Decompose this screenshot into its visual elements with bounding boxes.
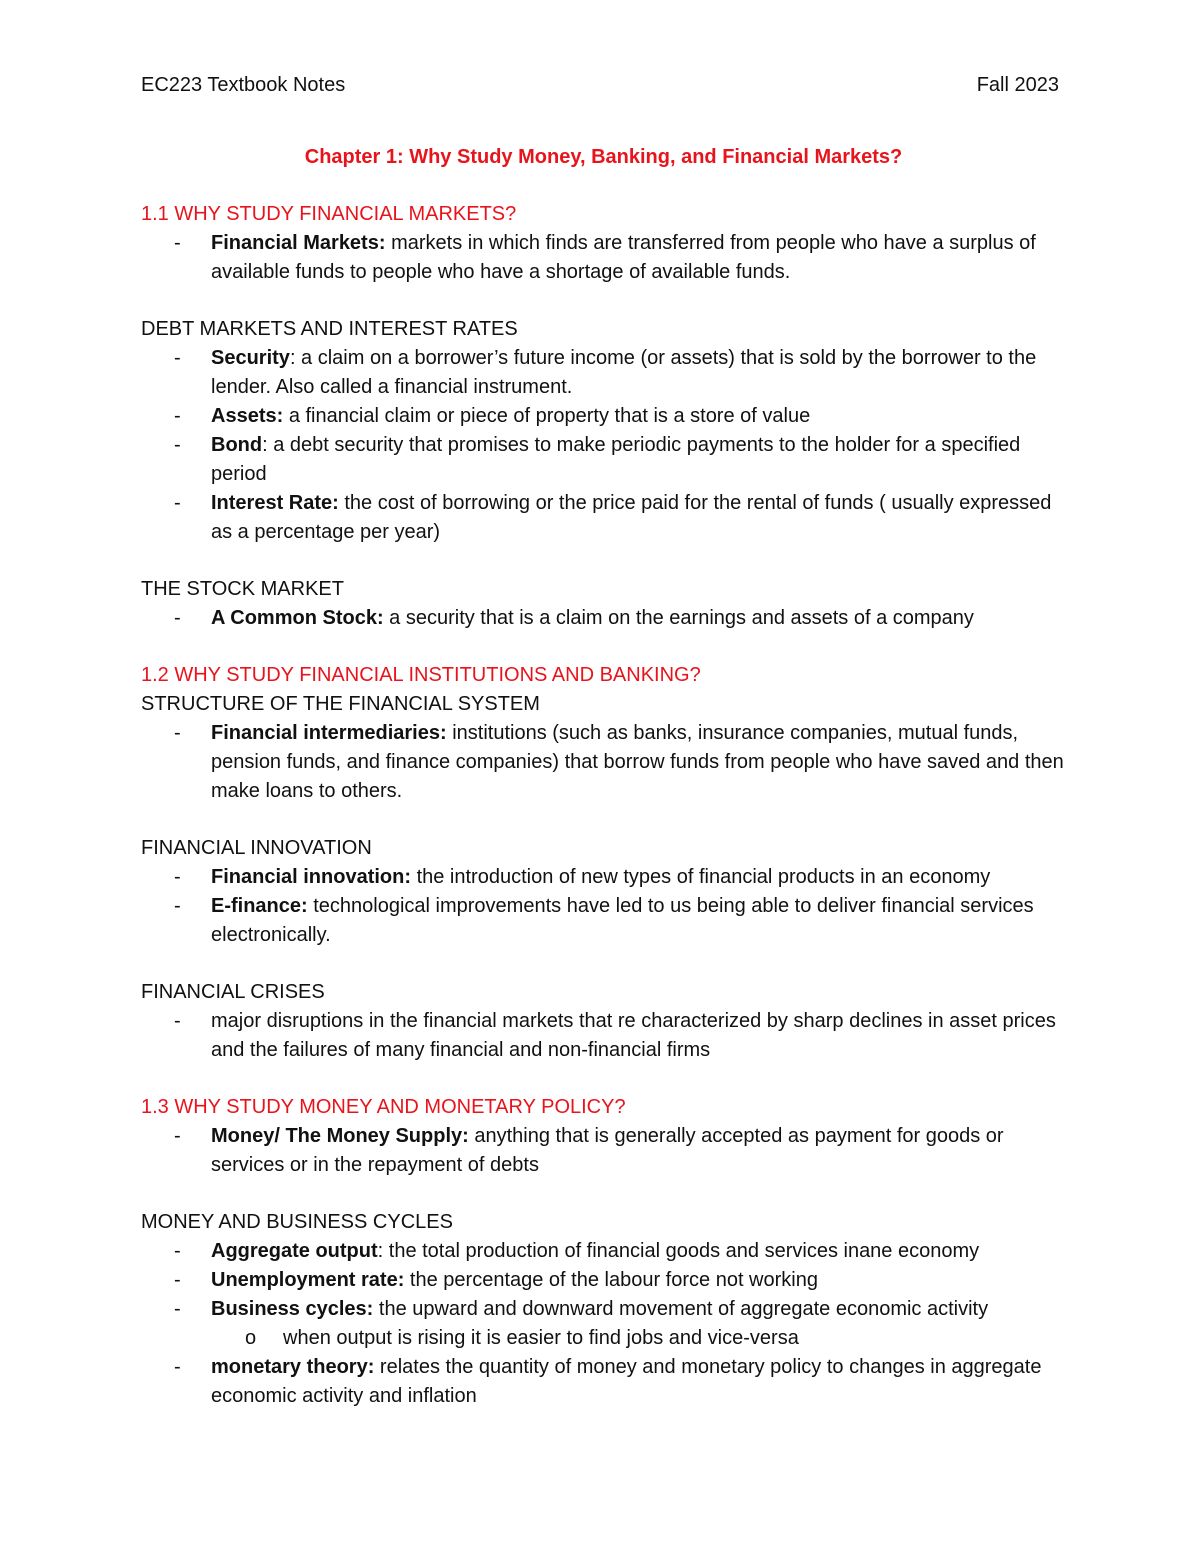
bullet-item <box>141 1122 1066 1180</box>
page-header <box>141 71 1059 100</box>
bullet-item <box>141 863 1066 892</box>
bullet-dash: - <box>174 722 181 744</box>
definition-text: technological improvements have led to us being able to deliver financial services electronically. <box>211 895 1034 946</box>
section-heading-1-2: 1.2 WHY STUDY FINANCIAL INSTITUTIONS AND BANKING? <box>141 664 701 686</box>
section-heading-1-1: 1.1 WHY STUDY FINANCIAL MARKETS? <box>141 203 517 225</box>
bullet-item <box>141 1007 1066 1065</box>
bullet-item <box>141 1295 1066 1324</box>
bullet-dash: - <box>174 1298 181 1320</box>
bullet-dash: - <box>174 492 181 514</box>
term-label: Money/ The Money Supply: <box>211 1125 469 1147</box>
term-label: Interest Rate: <box>211 492 339 514</box>
sub-bullet-text: when output is rising it is easier to find jobs and vice-versa <box>283 1327 799 1349</box>
definition-text: institutions (such as banks, insurance companies, mutual funds, pension funds, and finance companies) that borrow funds from people who have saved and then make loans to others. <box>211 722 1064 802</box>
bullet-list <box>141 1122 1066 1180</box>
definition-text: : a debt security that promises to make periodic payments to the holder for a specified period <box>211 434 1021 485</box>
bullet-dash: - <box>174 895 181 917</box>
bullet-item <box>141 402 1066 431</box>
bullet-item <box>141 1237 1066 1266</box>
chapter-title: Chapter 1: Why Study Money, Banking, and Financial Markets? <box>304 146 903 168</box>
sub-bullet-item <box>141 1324 1066 1353</box>
definition-text: : a claim on a borrower’s future income (or assets) that is sold by the borrower to the lender. Also called a financial instrument. <box>211 347 1037 398</box>
definition-text: : the total production of financial goods and services inane economy <box>377 1240 980 1262</box>
definition-text: the introduction of new types of financial products in an economy <box>411 866 991 888</box>
definition-text: a financial claim or piece of property that is a store of value <box>283 405 811 427</box>
bullet-list <box>141 604 1066 633</box>
circle-bullet-icon: o <box>245 1327 257 1349</box>
bullet-list <box>141 1237 1066 1411</box>
term-label: Bond <box>211 434 263 456</box>
bullet-item <box>141 431 1066 489</box>
definition-text: the cost of borrowing or the price paid for the rental of funds ( usually expressed as a percentage per year) <box>211 492 1052 543</box>
bullet-list <box>141 1007 1066 1065</box>
course-title: EC223 Textbook Notes <box>141 74 346 96</box>
definition-text: markets in which finds are transferred from people who have a surplus of available funds to people who have a shortage of available funds. <box>211 232 1036 283</box>
bullet-item <box>141 604 1066 633</box>
term-label: Security <box>211 347 290 369</box>
document-body <box>141 143 1066 1411</box>
section-heading-1-3: 1.3 WHY STUDY MONEY AND MONETARY POLICY? <box>141 1096 626 1118</box>
term-label: A Common Stock: <box>211 607 384 629</box>
subheading-debt-markets: DEBT MARKETS AND INTEREST RATES <box>141 318 518 340</box>
bullet-list <box>141 719 1066 806</box>
definition-text: a security that is a claim on the earnings and assets of a company <box>383 607 974 629</box>
term-label: Fall 2023 <box>976 74 1059 96</box>
bullet-item <box>141 892 1066 950</box>
subheading-structure: STRUCTURE OF THE FINANCIAL SYSTEM <box>141 693 540 715</box>
bullet-dash: - <box>174 866 181 888</box>
bullet-list <box>141 863 1066 950</box>
term-label: Financial innovation: <box>211 866 412 888</box>
bullet-dash: - <box>174 1010 181 1032</box>
bullet-dash: - <box>174 1356 181 1378</box>
term-label: Unemployment rate: <box>211 1269 405 1291</box>
bullet-dash: - <box>174 1269 181 1291</box>
definition-text: anything that is generally accepted as payment for goods or services or in the repayment of debts <box>211 1125 1004 1176</box>
term-label: Aggregate output <box>211 1240 378 1262</box>
bullet-item <box>141 1266 1066 1295</box>
subheading-financial-crises: FINANCIAL CRISES <box>141 981 325 1003</box>
bullet-item <box>141 344 1066 402</box>
subheading-stock-market: THE STOCK MARKET <box>141 578 344 600</box>
term-label: E-finance: <box>211 895 308 917</box>
term-label: monetary theory: <box>211 1356 375 1378</box>
bullet-item <box>141 1353 1066 1411</box>
definition-text: the upward and downward movement of aggregate economic activity <box>373 1298 989 1320</box>
bullet-dash: - <box>174 347 181 369</box>
definition-text: the percentage of the labour force not working <box>404 1269 818 1291</box>
bullet-item <box>141 489 1066 547</box>
bullet-dash: - <box>174 607 181 629</box>
term-label: Financial Markets: <box>211 232 386 254</box>
bullet-item <box>141 229 1066 287</box>
term-label: Financial intermediaries: <box>211 722 447 744</box>
subheading-financial-innovation: FINANCIAL INNOVATION <box>141 837 372 859</box>
bullet-dash: - <box>174 405 181 427</box>
bullet-item <box>141 719 1066 806</box>
term-label: Assets: <box>211 405 284 427</box>
subheading-business-cycles: MONEY AND BUSINESS CYCLES <box>141 1211 453 1233</box>
bullet-dash: - <box>174 232 181 254</box>
term-label: Business cycles: <box>211 1298 374 1320</box>
bullet-dash: - <box>174 434 181 456</box>
definition-text: relates the quantity of money and monetary policy to changes in aggregate economic activity and inflation <box>211 1356 1042 1407</box>
definition-text: major disruptions in the financial markets that re characterized by sharp declines in asset prices and the failures of many financial and non-financial firms <box>211 1010 1056 1061</box>
bullet-list <box>141 229 1066 287</box>
bullet-list <box>141 344 1066 547</box>
bullet-dash: - <box>174 1125 181 1147</box>
bullet-dash: - <box>174 1240 181 1262</box>
